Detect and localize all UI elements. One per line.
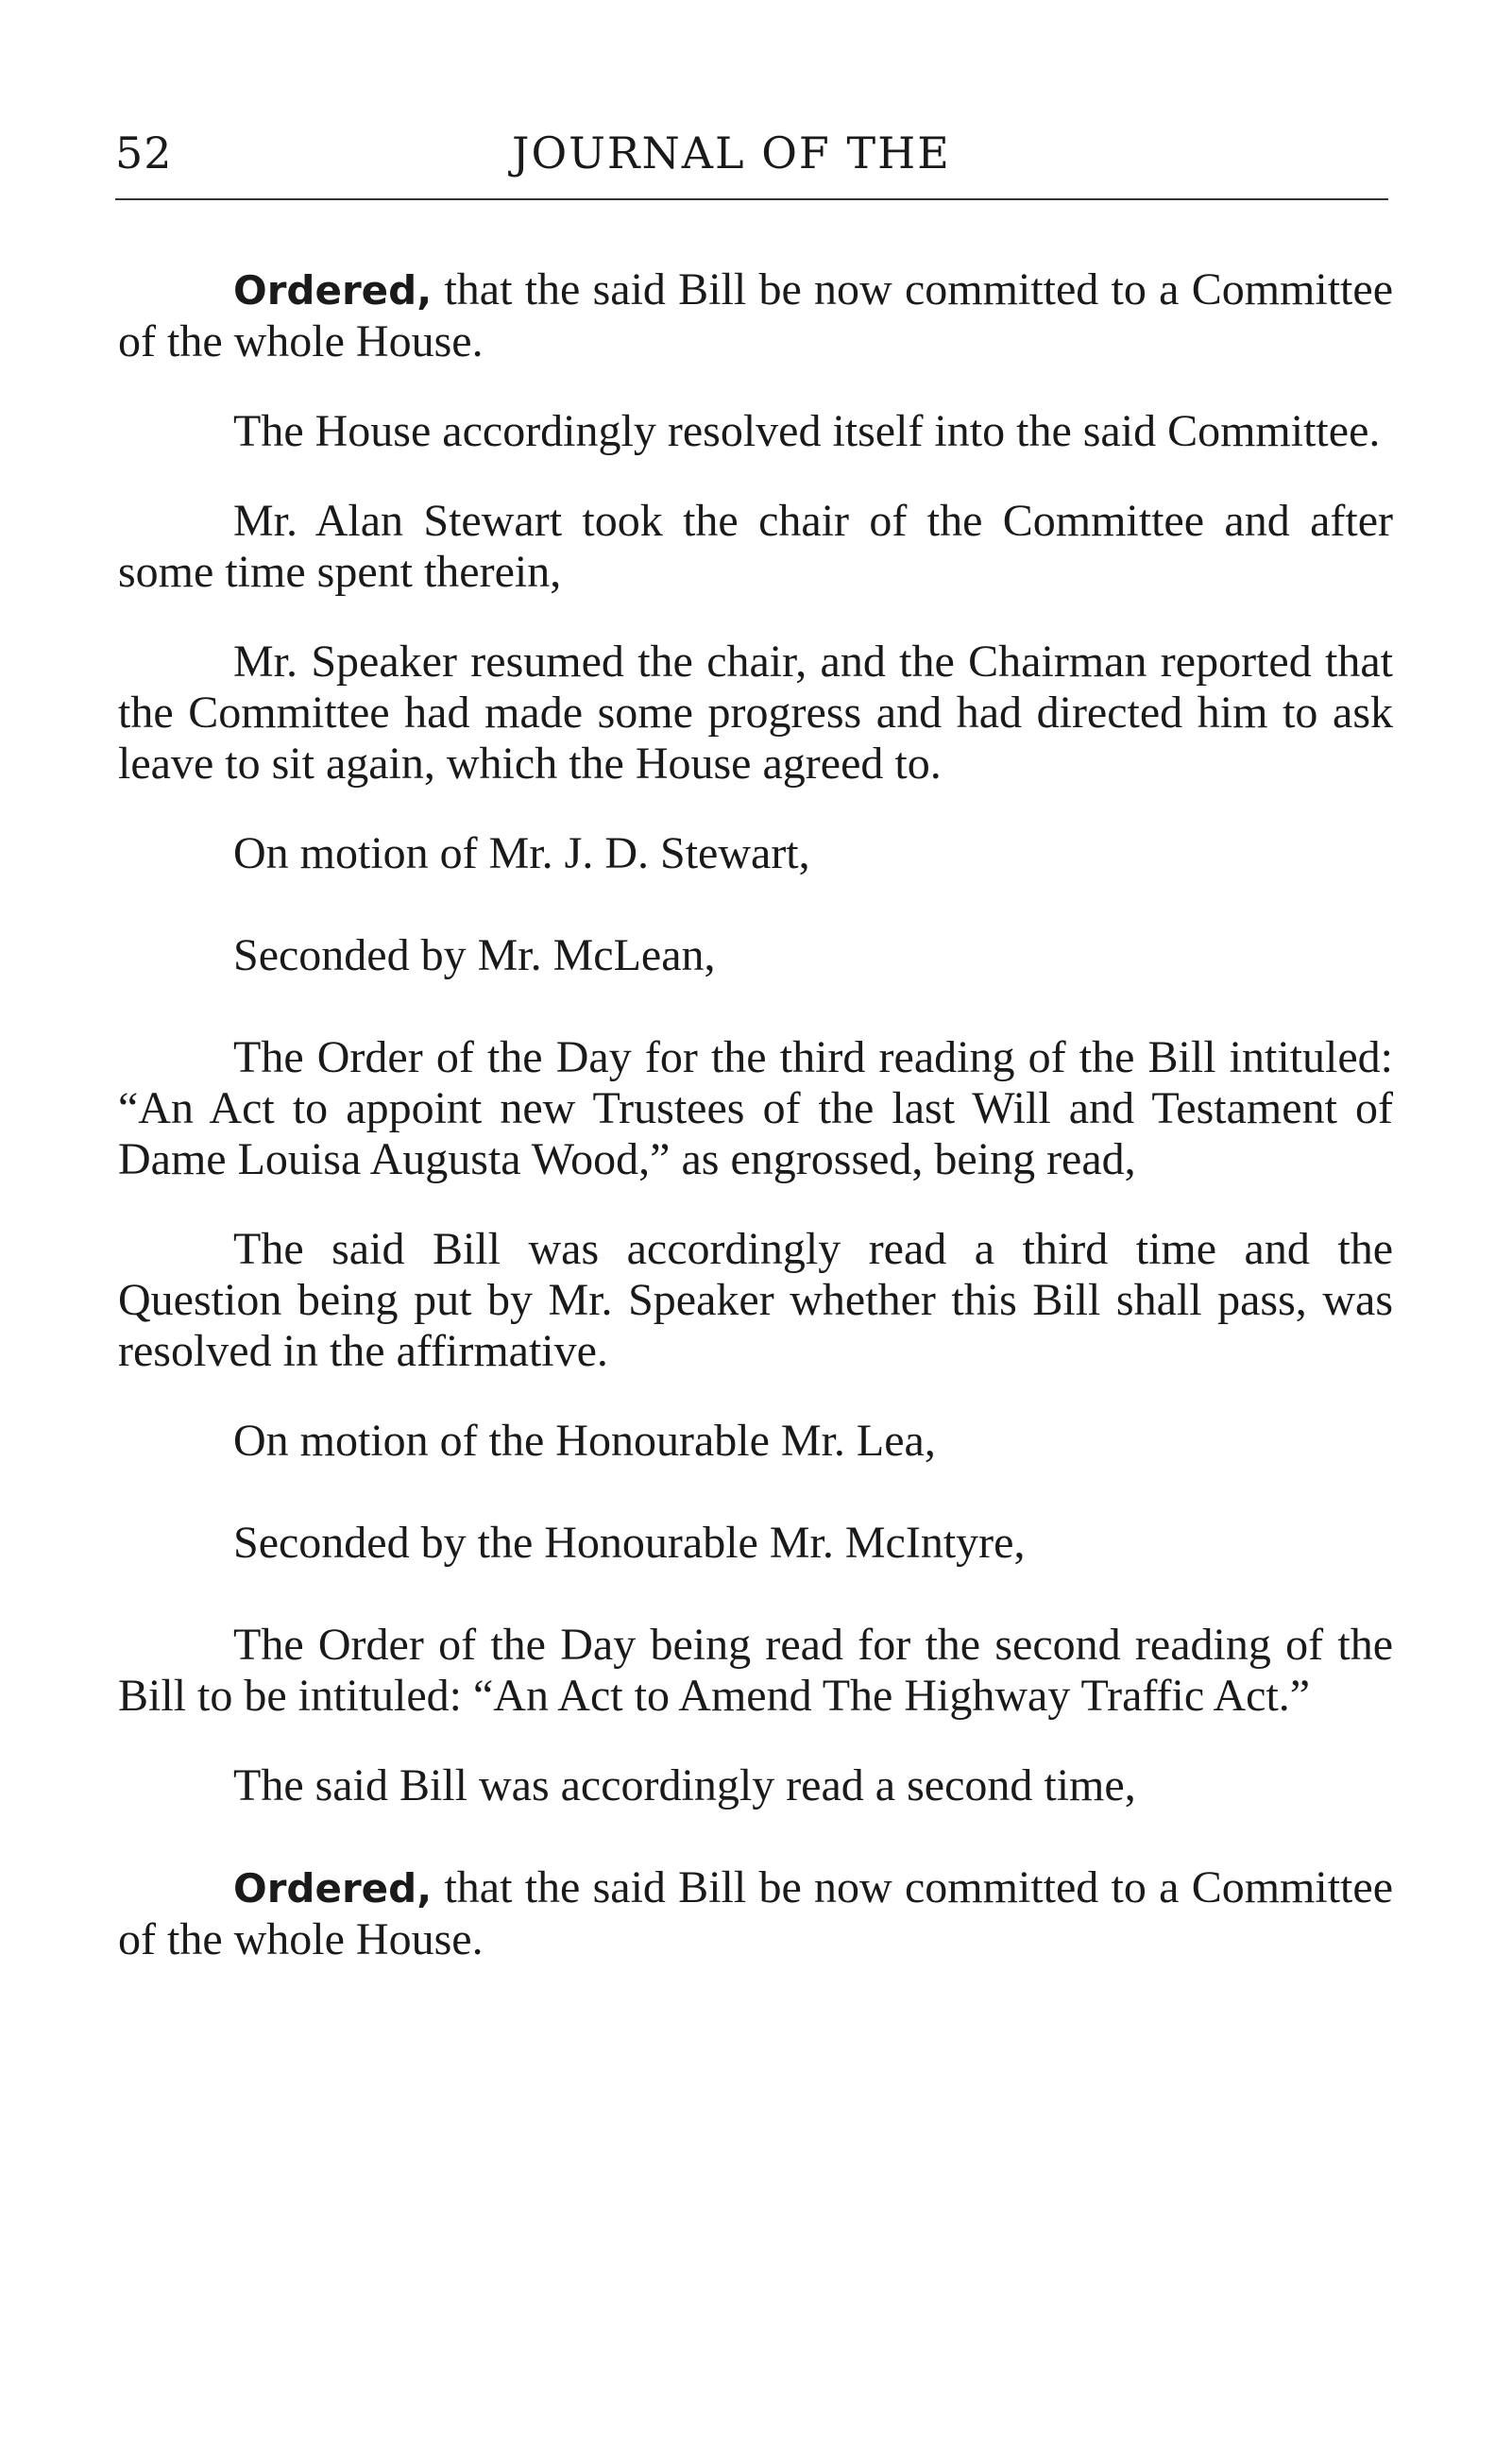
page-number: 52 bbox=[115, 127, 173, 178]
paragraph-ordered-committal bbox=[118, 264, 1393, 367]
paragraph-motion bbox=[118, 1416, 1393, 1467]
paragraph-house-resolved bbox=[118, 406, 1393, 457]
ordered-lead: Ordered, bbox=[233, 267, 433, 314]
paragraph-text: The said Bill was accordingly read a third time and the Question being put by Mr. Speaker whether this Bill shall pass, was resolved in the affirmative. bbox=[118, 1224, 1393, 1376]
paragraph-order-of-day-third-reading bbox=[118, 1032, 1393, 1185]
paragraph-text: Seconded by Mr. McLean, bbox=[233, 930, 716, 980]
paragraph-seconded bbox=[118, 930, 1393, 981]
page-header bbox=[115, 127, 1388, 194]
paragraph-text: Mr. Alan Stewart took the chair of the Committee and after some time spent therein, bbox=[118, 496, 1393, 597]
paragraph-text: On motion of Mr. J. D. Stewart, bbox=[233, 828, 810, 878]
paragraph-text: that the said Bill be now committed to a Committee of the whole House. bbox=[118, 264, 1393, 366]
paragraph-speaker-resumed bbox=[118, 637, 1393, 790]
paragraph-order-of-day-second-reading bbox=[118, 1620, 1393, 1722]
paragraph-text: The House accordingly resolved itself into the said Committee. bbox=[233, 406, 1381, 456]
journal-body bbox=[118, 264, 1393, 2004]
paragraph-bill-passed bbox=[118, 1224, 1393, 1377]
paragraph-text: The Order of the Day for the third reading of the Bill intituled: “An Act to appoint new Trustees of the last Will and Testament of Dame Louisa Augusta Wood,” as engrossed, being read, bbox=[118, 1032, 1393, 1184]
paragraph-text: that the said Bill be now committed to a Committee of the whole House. bbox=[118, 1862, 1393, 1964]
paragraph-seconded bbox=[118, 1518, 1393, 1569]
paragraph-text: The said Bill was accordingly read a second time, bbox=[233, 1760, 1136, 1810]
paragraph-text: Mr. Speaker resumed the chair, and the Chairman reported that the Committee had made some progress and had directed him to ask leave to sit again, which the House agreed to. bbox=[118, 637, 1393, 789]
paragraph-text: Seconded by the Honourable Mr. McIntyre, bbox=[233, 1518, 1026, 1568]
header-rule bbox=[115, 198, 1388, 200]
paragraph-ordered-committal bbox=[118, 1862, 1393, 1965]
paragraph-second-time bbox=[118, 1760, 1393, 1811]
paragraph-motion bbox=[118, 828, 1393, 879]
paragraph-text: The Order of the Day being read for the second reading of the Bill to be intituled: “An Act to Amend The Highway Traffic Act.” bbox=[118, 1620, 1393, 1721]
paragraph-chair-taken bbox=[118, 496, 1393, 598]
running-head: JOURNAL OF THE bbox=[512, 127, 951, 178]
paragraph-text: On motion of the Honourable Mr. Lea, bbox=[233, 1416, 936, 1466]
ordered-lead: Ordered, bbox=[233, 1865, 433, 1912]
